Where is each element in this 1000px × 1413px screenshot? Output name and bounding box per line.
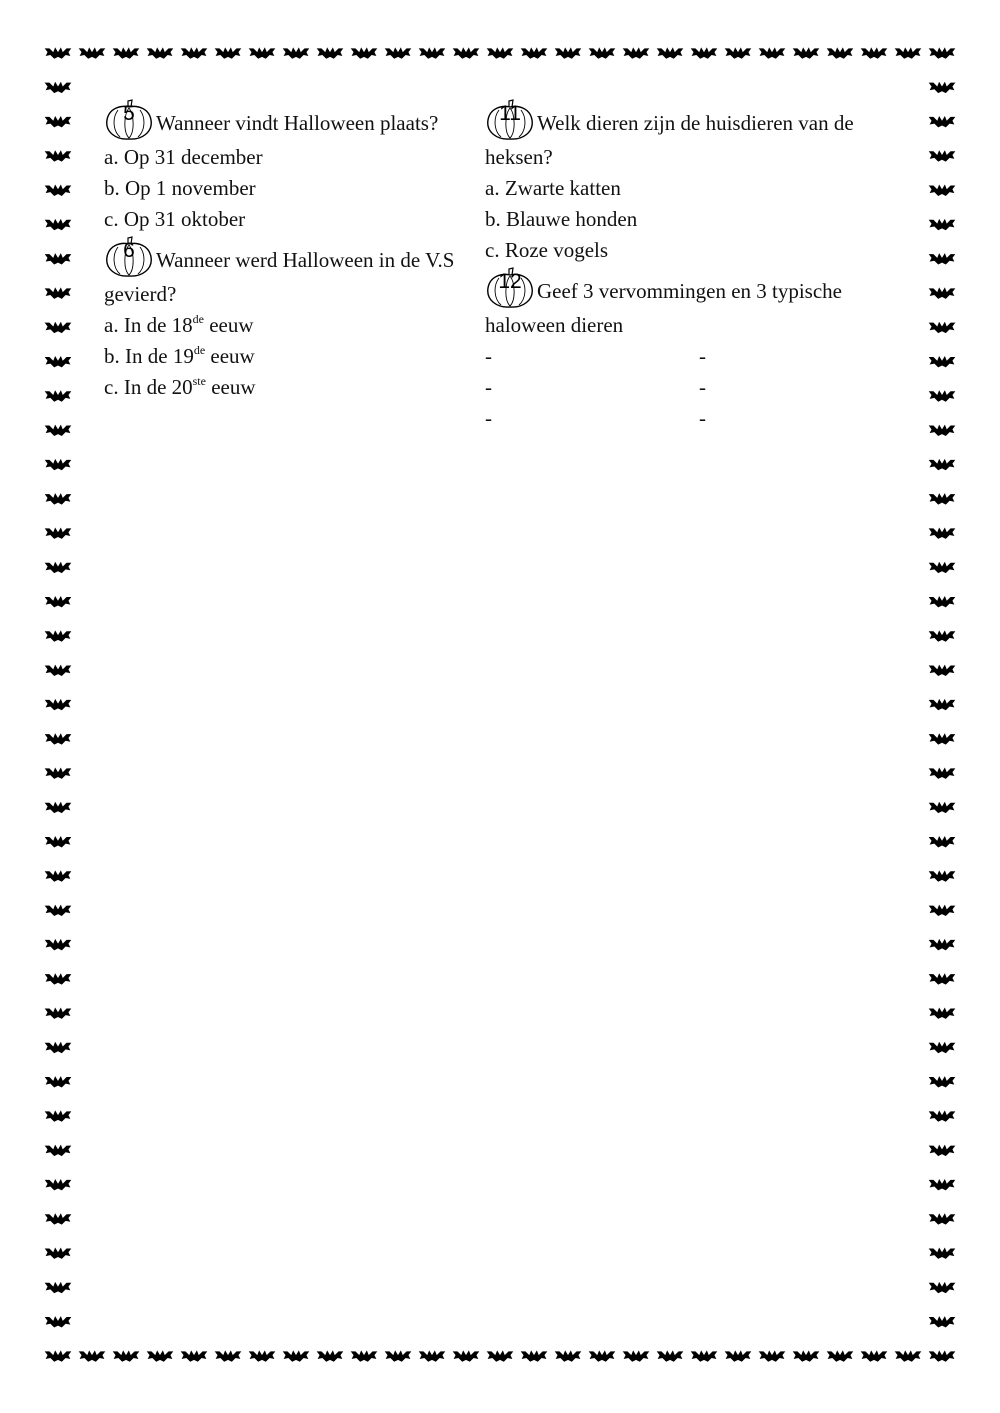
bat-icon [351,47,378,58]
bat-icon [45,596,72,607]
bat-icon [45,322,72,333]
bat-icon [45,47,72,58]
question-number: 5 [123,102,135,125]
option-a: a. Zwarte katten [485,176,621,200]
bat-icon [45,630,72,641]
bat-icon [45,1179,72,1190]
bat-icon [45,1213,72,1224]
option-b: b. Op 1 november [104,176,256,200]
bat-icon [555,47,582,58]
bat-icon [929,1145,956,1156]
bat-icon [419,1350,446,1361]
bat-icon [793,47,820,58]
bat-icon [929,356,956,367]
bat-icon [45,459,72,470]
bat-icon [759,47,786,58]
bat-icon [589,1350,616,1361]
bat-icon [45,1145,72,1156]
bat-icon [929,973,956,984]
bat-icon [45,562,72,573]
right-column [485,98,905,434]
bat-icon [45,150,72,161]
bat-icon [45,1042,72,1053]
bat-icon [895,47,922,58]
bat-icon [793,1350,820,1361]
bat-icon [929,630,956,641]
bat-icon [487,47,514,58]
bat-icon [147,47,174,58]
bat-icon [419,47,446,58]
bat-icon [929,185,956,196]
bat-icon [691,1350,718,1361]
bat-icon [215,1350,242,1361]
bat-icon [657,47,684,58]
bat-icon [929,1316,956,1327]
bat-icon [487,1350,514,1361]
bat-icon [45,527,72,538]
bat-icon [317,47,344,58]
question-6 [104,235,464,403]
bat-icon [929,596,956,607]
bat-icon [929,253,956,264]
bat-icon [589,47,616,58]
bat-icon [45,1350,72,1361]
bat-icon [521,47,548,58]
bat-icon [45,939,72,950]
bat-icon [45,356,72,367]
pumpkin-icon [485,98,535,142]
bat-icon [283,1350,310,1361]
bat-icon [555,1350,582,1361]
bat-icon [45,493,72,504]
pumpkin-icon [104,98,154,142]
bat-icon [45,973,72,984]
question-text: Welk dieren zijn de huisdieren van de heksen? [485,111,854,169]
bat-icon [929,939,956,950]
bat-icon [929,322,956,333]
bat-icon [929,390,956,401]
bat-icon [929,1213,956,1224]
bat-icon [929,1179,956,1190]
option-c: c. Op 31 oktober [104,207,246,231]
answer-line-1: - - [485,344,706,368]
bat-icon [45,219,72,230]
bat-icon [351,1350,378,1361]
pumpkin-icon [485,266,535,310]
left-column [104,98,464,403]
bat-icon [827,47,854,58]
bat-icon [215,47,242,58]
bat-icon [453,1350,480,1361]
bat-icon [113,1350,140,1361]
bat-icon [929,1110,956,1121]
bat-icon [929,1282,956,1293]
bat-icon [691,47,718,58]
bat-icon [929,1350,956,1361]
bat-icon [249,47,276,58]
bat-icon [45,116,72,127]
bat-icon [895,1350,922,1361]
bat-icon [385,47,412,58]
bat-icon [45,870,72,881]
bat-icon [929,767,956,778]
bat-icon [929,82,956,93]
bat-icon [45,733,72,744]
bat-icon [827,1350,854,1361]
bat-icon [929,116,956,127]
bat-icon [45,1008,72,1019]
bat-icon [181,47,208,58]
option-a: a. In de 18de eeuw [104,312,254,337]
bat-icon [45,253,72,264]
bat-icon [521,1350,548,1361]
bat-icon [929,287,956,298]
bat-icon [929,425,956,436]
bat-icon [861,1350,888,1361]
bat-icon [45,287,72,298]
bat-icon [929,802,956,813]
bat-icon [929,1076,956,1087]
answer-line-2: - - [485,375,706,399]
bat-icon [45,390,72,401]
bat-icon [623,1350,650,1361]
bat-icon [181,1350,208,1361]
bat-icon [45,1282,72,1293]
pumpkin-icon [104,235,154,279]
bat-icon [45,185,72,196]
question-text: Wanneer vindt Halloween plaats? [156,111,439,135]
question-number: 12 [498,270,522,293]
bat-icon [929,836,956,847]
bat-icon [45,665,72,676]
question-12 [485,266,905,434]
question-text: Wanneer werd Halloween in de V.S gevierd? [104,248,455,306]
question-number: 6 [123,239,135,262]
bat-icon [929,665,956,676]
option-b: b. In de 19de eeuw [104,343,255,368]
bat-icon [725,47,752,58]
bat-icon [759,1350,786,1361]
bat-icon [45,767,72,778]
question-5 [104,98,464,235]
bat-icon [45,905,72,916]
bat-icon [79,1350,106,1361]
bat-icon [453,47,480,58]
bat-icon [283,47,310,58]
bat-icon [929,699,956,710]
bat-icon [317,1350,344,1361]
bat-icon [623,47,650,58]
bat-icon [929,150,956,161]
bat-icon [929,870,956,881]
bat-icon [929,47,956,58]
bat-icon [929,733,956,744]
bat-icon [929,1248,956,1259]
question-11 [485,98,905,266]
option-a: a. Op 31 december [104,145,263,169]
bat-icon [929,905,956,916]
bat-icon [45,1316,72,1327]
bat-icon [113,47,140,58]
bat-icon [929,527,956,538]
bat-icon [929,1008,956,1019]
option-c: c. In de 20ste eeuw [104,374,256,399]
option-b: b. Blauwe honden [485,207,638,231]
bat-icon [929,219,956,230]
bat-icon [45,425,72,436]
bat-icon [45,82,72,93]
bat-icon [79,47,106,58]
bat-icon [147,1350,174,1361]
bat-icon [45,802,72,813]
bat-icon [725,1350,752,1361]
answer-line-3: - - [485,406,706,430]
bat-icon [929,562,956,573]
bat-icon [45,1248,72,1259]
bat-icon [657,1350,684,1361]
bat-icon [45,699,72,710]
bat-icon [861,47,888,58]
bat-icon [45,1110,72,1121]
bat-icon [249,1350,276,1361]
bat-icon [385,1350,412,1361]
question-number: 11 [499,102,521,125]
bat-icon [45,1076,72,1087]
bat-icon [45,836,72,847]
option-c: c. Roze vogels [485,238,609,262]
question-text: Geef 3 vervommingen en 3 typische haloween dieren [485,279,842,337]
bat-icon [929,493,956,504]
bat-icon [929,1042,956,1053]
bat-icon [929,459,956,470]
